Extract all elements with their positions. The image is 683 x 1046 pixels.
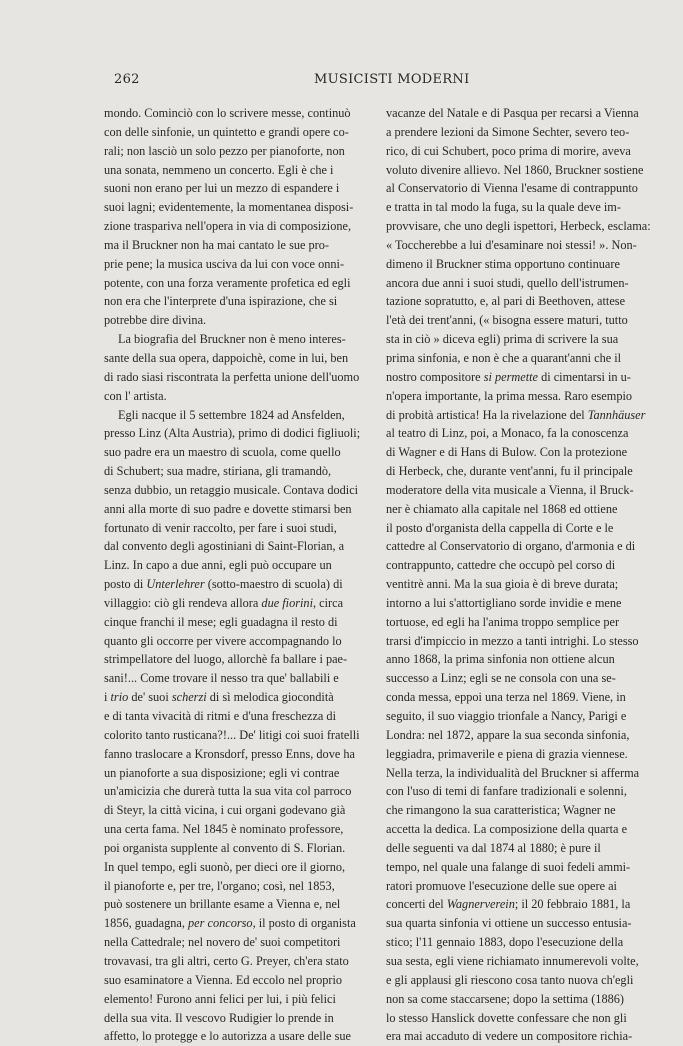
text-run: i — [104, 690, 111, 705]
text-line — [104, 1027, 372, 1046]
text-run: e di tanta vivacità di ritmi e d'una freschezza di — [104, 709, 336, 723]
text-run: quanto gli occorre per vivere accompagnando lo — [104, 633, 342, 648]
text-line — [386, 594, 656, 613]
text-run: Linz. In capo a due anni, egli può occupare un — [104, 558, 332, 573]
text-run: sua sesta, egli viene richiamato innumerevoli volte, — [386, 953, 639, 968]
text-line — [386, 236, 656, 255]
italic-term: Unterlehrer — [146, 577, 205, 592]
text-line — [104, 669, 372, 688]
text-run: ventitrè anni. Ma la sua gioia è di breve durata; — [386, 577, 619, 592]
text-run: della sua vita. Il vescovo Rudigier lo prende in — [104, 1010, 334, 1025]
text-line — [104, 104, 372, 123]
text-run: accetta la dedica. La composizione della quarta e — [386, 822, 628, 837]
text-line — [104, 895, 372, 914]
text-run: l'età dei trent'anni, (« bisogna essere maturi, tutto — [386, 313, 628, 328]
text-run: suoi lagni; evidentemente, la momentanea disposi- — [104, 200, 354, 215]
text-run: a prendere lezioni da Simone Sechter, severo teo- — [386, 124, 630, 139]
text-run: lo stesso Hanslick dovette confessare che non gli — [386, 1010, 627, 1025]
text-line — [386, 632, 656, 651]
text-run: moderatore della vita musicale a Vienna, il Bruck- — [386, 482, 634, 497]
text-run: provvisare, che uno degli ispettori, Herbeck, esclama: — [386, 219, 651, 234]
text-line — [104, 123, 372, 142]
text-run: di Steyr, la città vicina, i cui organi godevano già — [104, 803, 346, 818]
text-line — [386, 537, 656, 556]
text-line — [386, 801, 656, 820]
text-run: suo esaminatore a Vienna. Ed eccolo nel proprio — [104, 972, 343, 987]
text-run: affetto, lo protegge e lo autorizza a usare delle sue — [104, 1029, 351, 1044]
text-line — [104, 236, 372, 255]
italic-term: Wagnerverein — [446, 897, 515, 912]
text-line — [104, 782, 372, 801]
text-run: voluto divenire allievo. Nel 1860, Bruckner sostiene — [386, 162, 644, 177]
text-line — [104, 688, 372, 707]
text-line — [386, 255, 656, 274]
text-run: con delle sinfonie, un quintetto e grandi opere co- — [104, 124, 349, 139]
text-run: suoni non erano per lui un mezzo di espandere i — [104, 181, 340, 196]
text-run: al Conservatorio di Vienna l'esame di contrappunto — [386, 181, 638, 196]
text-line — [104, 632, 372, 651]
text-run: , circa — [313, 595, 344, 610]
text-run: Egli nacque il 5 settembre 1824 ad Ansfelden, — [118, 407, 345, 422]
text-run: Londra: nel 1872, appare la sua seconda sinfonia, — [386, 727, 630, 742]
text-line — [386, 424, 656, 443]
text-line — [104, 217, 372, 236]
text-line — [104, 952, 372, 971]
text-line — [386, 650, 656, 669]
text-run: rali; non lasciò un solo pezzo per pianoforte, non — [104, 143, 345, 158]
text-line — [386, 198, 656, 217]
text-line — [104, 424, 372, 443]
text-run: di Herbeck, che, durante vent'anni, fu il principale — [386, 464, 633, 479]
text-line — [104, 406, 372, 425]
text-run: non era che l'interprete d'una ispirazione, che si — [104, 294, 338, 309]
text-line — [104, 142, 372, 161]
text-run: potrebbe dire divina. — [104, 313, 207, 328]
text-run: « Toccherebbe a lui d'esaminare noi stessi! ». Non- — [386, 237, 637, 252]
text-run: può sostenere un brillante esame a Vienna e, nel — [104, 897, 341, 912]
text-run: presso Linz (Alta Austria), primo di dodici figliuoli; — [104, 426, 361, 441]
text-line — [104, 971, 372, 990]
text-run: di cimentarsi in u- — [538, 369, 631, 384]
text-line — [386, 575, 656, 594]
text-run: La biografia del Bruckner non è meno interes- — [118, 332, 346, 347]
text-line — [386, 443, 656, 462]
text-line — [104, 556, 372, 575]
text-line — [386, 914, 656, 933]
text-run: sante della sua opera, dappoichè, come in lui, ben — [104, 350, 349, 365]
text-line — [386, 368, 656, 387]
text-run: 1856, guadagna, — [104, 916, 189, 931]
left-text-column — [104, 104, 372, 1046]
text-run: zione traspariva nell'opera in via di composizione, — [104, 219, 352, 234]
text-line — [104, 198, 372, 217]
text-line — [104, 387, 372, 406]
text-run: con l' artista. — [104, 388, 167, 403]
text-run: successo a Linz; egli se ne consola con una se- — [386, 671, 616, 686]
text-run: sua quarta sinfonia vi ottiene un successo entusia- — [386, 916, 632, 931]
text-run: posto di — [104, 577, 147, 592]
text-line — [386, 613, 656, 632]
text-line — [104, 858, 372, 877]
text-run: una sonata, nemmeno un concerto. Egli è che i — [104, 162, 334, 177]
text-run: non sa come staccarsene; dopo la settima (1886) — [386, 991, 624, 1006]
text-run: tazione sopratutto, e, al pari di Beethoven, attese — [386, 294, 626, 309]
text-run: una certa fama. Nel 1845 è nominato professore, — [104, 822, 344, 837]
text-line — [104, 594, 372, 613]
text-run: era mai accaduto di vedere un compositore richia- — [386, 1029, 633, 1044]
text-run: elemento! Furono anni felici per lui, i più felici — [104, 991, 336, 1006]
text-line — [386, 764, 656, 783]
text-run: di sì melodica giocondità — [206, 690, 334, 705]
page-number: 262 — [114, 72, 140, 87]
italic-term: Tannhäuser — [587, 407, 646, 422]
text-run: trarsi d'impiccio in mezzo a tanti intrighi. Lo stesso — [386, 633, 639, 648]
text-run: e gli applausi gli riescono cosa tanto nuova ch'egli — [386, 972, 634, 987]
text-run: cattedre al Conservatorio di organo, d'armonia e di — [386, 539, 636, 554]
text-line — [386, 895, 656, 914]
text-run: leggiadra, primaverile e piena di grazia viennese. — [386, 746, 628, 761]
text-line — [104, 179, 372, 198]
text-run: un pianoforte a sua disposizione; egli vi contrae — [104, 765, 340, 780]
text-run: prie pene; la musica usciva da lui con voce onni- — [104, 256, 345, 271]
text-run: seguito, il suo viaggio trionfale a Nancy, Parigi e — [386, 709, 627, 723]
text-line — [386, 877, 656, 896]
text-line — [386, 820, 656, 839]
text-run: intorno a lui s'attortigliano sorde invidie e mene — [386, 595, 622, 610]
text-run: suo padre era un maestro di scuola, come quello — [104, 445, 341, 460]
text-line — [104, 368, 372, 387]
text-line — [386, 933, 656, 952]
text-line — [386, 349, 656, 368]
text-run: senza dubbio, un retaggio musicale. Contava dodici — [104, 482, 359, 497]
text-line — [386, 500, 656, 519]
text-run: ratori promuove l'esecuzione delle sue opere ai — [386, 878, 617, 893]
text-line — [104, 255, 372, 274]
running-title: MUSICISTI MODERNI — [314, 72, 470, 87]
text-line — [386, 161, 656, 180]
italic-term: trio — [110, 690, 129, 705]
text-run: trovavasi, tra gli altri, certo G. Preyer, ch'era stato — [104, 953, 349, 968]
text-run: tortuose, ed egli ha l'anima troppo semplice per — [386, 614, 620, 629]
text-run: nostro compositore — [386, 369, 484, 384]
text-line — [386, 406, 656, 425]
text-run: , il posto di organista — [252, 916, 356, 931]
text-line — [104, 745, 372, 764]
text-run: rico, di cui Schubert, poco prima di morire, aveva — [386, 143, 631, 158]
text-run: di rado siasi riscontrata la perfetta unione dell'uomo — [104, 369, 360, 384]
text-run: che rimangono la sua caratteristica; Wagner ne — [386, 803, 616, 818]
text-line — [104, 481, 372, 500]
text-line — [386, 104, 656, 123]
text-line — [386, 952, 656, 971]
text-line — [386, 292, 656, 311]
text-run: villaggio: ciò gli rendeva allora — [104, 595, 262, 610]
text-run: potente, con una forza veramente profetica ed egli — [104, 275, 351, 290]
text-line — [104, 877, 372, 896]
text-run: tempo, nel quale una falange di suoi fedeli ammi- — [386, 859, 631, 874]
text-line — [104, 311, 372, 330]
text-run: nella Cattedrale; nel novero de' suoi competitori — [104, 935, 341, 950]
text-run: (sotto-maestro di scuola) di — [204, 577, 343, 592]
text-line — [104, 443, 372, 462]
text-line — [386, 142, 656, 161]
text-line — [104, 801, 372, 820]
text-run: un'amicizia che durerà tutta la sua vita col parroco — [104, 784, 352, 799]
italic-term: due fiorini — [261, 595, 313, 610]
text-line — [386, 330, 656, 349]
text-line — [104, 990, 372, 1009]
text-run: contrappunto, cattedre che occupò pel corso di — [386, 558, 616, 573]
text-run: conda messa, eppoi una terza nel 1869. Viene, in — [386, 690, 626, 705]
text-line — [104, 537, 372, 556]
text-line — [386, 387, 656, 406]
text-line — [386, 669, 656, 688]
text-run: di Schubert; sua madre, stiriana, gli tramandò, — [104, 464, 332, 479]
text-run: delle seguenti va dal 1874 al 1880; è pure il — [386, 840, 601, 855]
text-run: prima sinfonia, e non è che a quarant'anni che il — [386, 350, 622, 365]
text-line — [104, 914, 372, 933]
text-run: anni alla morte di suo padre e dovette stimarsi ben — [104, 501, 352, 516]
text-line — [386, 839, 656, 858]
text-run: di probità artistica! Ha la rivelazione del — [386, 407, 588, 422]
text-run: dimeno il Bruckner stima opportuno continuare — [386, 256, 620, 271]
text-line — [104, 519, 372, 538]
text-line — [104, 292, 372, 311]
text-line — [104, 933, 372, 952]
italic-term: si permette — [483, 369, 538, 384]
text-line — [104, 500, 372, 519]
text-run: sani!... Come trovare il nesso tra que' ballabili e — [104, 671, 339, 686]
text-run: anno 1868, la prima sinfonia non ottiene alcun — [386, 652, 615, 667]
text-line — [104, 462, 372, 481]
text-line — [386, 688, 656, 707]
text-line — [386, 971, 656, 990]
text-run: di Wagner e di Hans di Bulow. Con la protezione — [386, 445, 628, 460]
text-line — [386, 556, 656, 575]
text-run: il posto d'organista della cappella di Corte e le — [386, 520, 614, 535]
text-run: colorito tanto rusticana?!... De' litigi coi suoi fratelli — [104, 727, 360, 742]
text-run: ; il 20 febbraio 1881, la — [514, 897, 631, 912]
text-line — [386, 217, 656, 236]
text-run: con l'uso di temi di fanfare tradizionali e solenni, — [386, 784, 627, 799]
text-run: n'opera importante, la prima messa. Raro esempio — [386, 388, 633, 403]
text-line — [104, 820, 372, 839]
italic-term: scherzi — [171, 690, 207, 705]
text-run: al teatro di Linz, poi, a Monaco, fa la conoscenza — [386, 426, 629, 441]
text-run: e tratta in tal modo la fuga, su la quale deve im- — [386, 200, 621, 215]
text-line — [386, 462, 656, 481]
text-run: de' suoi — [128, 690, 172, 705]
text-run: fortunato di venir raccolto, per fare i suoi studi, — [104, 520, 337, 535]
text-line — [386, 1027, 656, 1046]
text-line — [386, 179, 656, 198]
text-line — [386, 707, 656, 726]
text-line — [104, 650, 372, 669]
right-text-column — [386, 104, 656, 1046]
text-run: vacanze del Natale e di Pasqua per recarsi a Vienna — [386, 106, 639, 120]
text-line — [386, 519, 656, 538]
text-run: sta in ciò » diceva egli) prima di scrivere la sua — [386, 332, 619, 347]
text-run: strimpellatore del luogo, allorchè fa ballare i pae- — [104, 652, 348, 667]
text-line — [104, 1009, 372, 1028]
text-line — [104, 613, 372, 632]
text-line — [104, 349, 372, 368]
text-run: ma il Bruckner non ha mai cantato le sue pro- — [104, 237, 330, 252]
text-line — [386, 858, 656, 877]
text-run: In quel tempo, egli suonò, per dieci ore il giorno, — [104, 859, 346, 874]
text-line — [104, 726, 372, 745]
italic-term: per concorso — [188, 916, 253, 931]
text-line — [104, 330, 372, 349]
text-run: poi organista supplente al convento di S. Florian. — [104, 840, 346, 855]
text-run: dal convento degli agostiniani di Saint-Florian, a — [104, 539, 345, 554]
text-line — [386, 274, 656, 293]
text-run: stico; l'11 gennaio 1883, dopo l'esecuzione della — [386, 935, 624, 950]
text-line — [104, 764, 372, 783]
text-line — [104, 575, 372, 594]
text-line — [386, 481, 656, 500]
text-run: Nella terza, la individualità del Bruckner si afferma — [386, 765, 640, 780]
text-run: cinque franchi il mese; egli guadagna il resto di — [104, 614, 338, 629]
text-line — [386, 726, 656, 745]
text-line — [104, 161, 372, 180]
text-line — [104, 839, 372, 858]
text-run: mondo. Cominciò con lo scrivere messe, continuò — [104, 106, 351, 120]
text-line — [104, 274, 372, 293]
text-run: il pianoforte e, per tre, l'organo; così, nel 1853, — [104, 878, 335, 893]
text-run: ner è chiamato alla capitale nel 1868 ed ottiene — [386, 501, 618, 516]
text-line — [386, 311, 656, 330]
text-run: concerti del — [386, 897, 447, 912]
page-header — [114, 72, 584, 92]
text-line — [386, 1009, 656, 1028]
text-run: fanno traslocare a Kronsdorf, presso Enns, dove ha — [104, 746, 355, 761]
text-line — [386, 745, 656, 764]
text-line — [386, 782, 656, 801]
text-line — [386, 123, 656, 142]
text-run: ancora due anni i suoi studi, quello dell'istrumen- — [386, 275, 629, 290]
text-line — [386, 990, 656, 1009]
text-line — [104, 707, 372, 726]
